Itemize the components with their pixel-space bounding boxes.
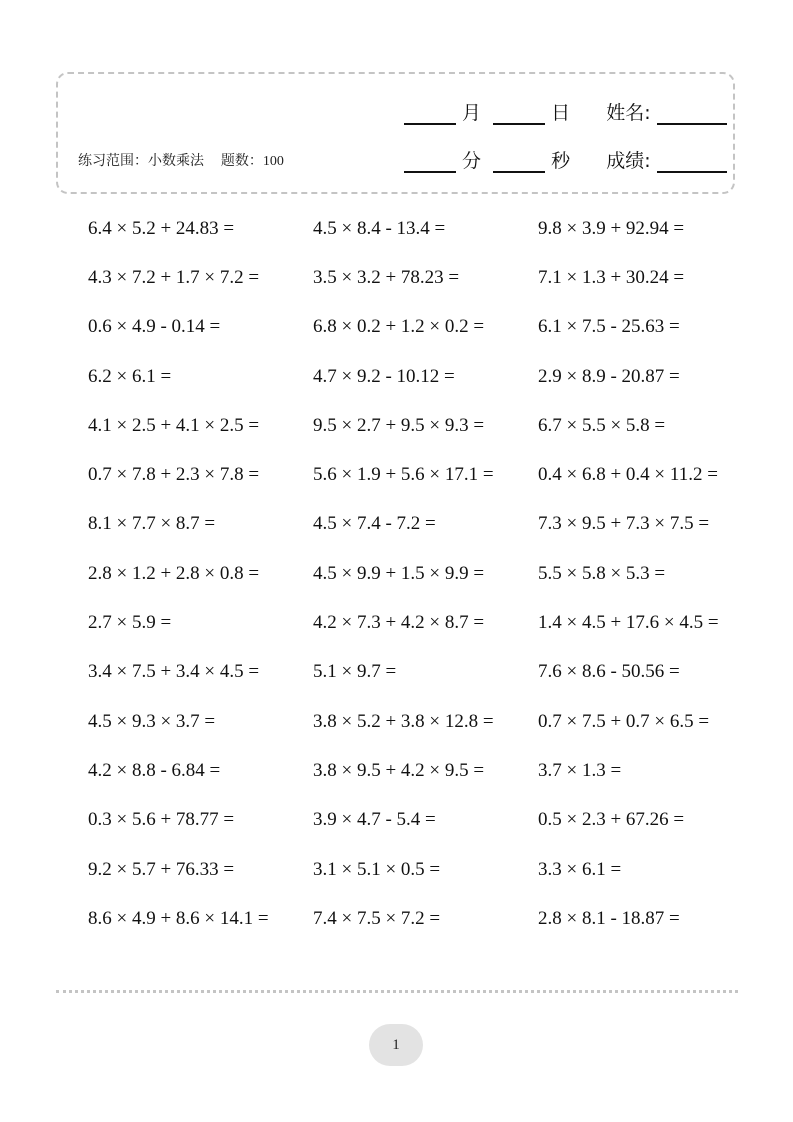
score-blank[interactable] xyxy=(657,153,727,173)
math-problem: 3.1 × 5.1 × 0.5 = xyxy=(313,858,441,880)
math-problem: 2.8 × 1.2 + 2.8 × 0.8 = xyxy=(88,562,260,584)
name-label: 姓名: xyxy=(606,102,651,124)
math-problem: 4.5 × 9.9 + 1.5 × 9.9 = xyxy=(313,562,485,584)
math-problem: 4.2 × 8.8 - 6.84 = xyxy=(88,759,221,781)
math-problem: 7.6 × 8.6 - 50.56 = xyxy=(538,661,680,683)
problem-grid xyxy=(88,204,738,943)
math-problem: 9.5 × 2.7 + 9.5 × 9.3 = xyxy=(313,414,485,436)
math-problem: 3.4 × 7.5 + 3.4 × 4.5 = xyxy=(88,661,260,683)
day-label: 日 xyxy=(551,102,571,124)
math-problem: 1.4 × 4.5 + 17.6 × 4.5 = xyxy=(538,612,719,634)
math-problem: 7.1 × 1.3 + 30.24 = xyxy=(538,266,685,288)
count-label: 题数： xyxy=(220,153,263,169)
minute-label: 分 xyxy=(462,150,482,172)
math-problem: 4.2 × 7.3 + 4.2 × 8.7 = xyxy=(313,612,485,634)
math-problem: 7.3 × 9.5 + 7.3 × 7.5 = xyxy=(538,513,710,535)
name-blank[interactable] xyxy=(657,105,727,125)
math-problem: 3.8 × 5.2 + 3.8 × 12.8 = xyxy=(313,710,494,732)
math-problem: 6.1 × 7.5 - 25.63 = xyxy=(538,316,680,338)
score-label: 成绩: xyxy=(606,150,651,172)
math-problem: 5.1 × 9.7 = xyxy=(313,661,397,683)
math-problem: 4.7 × 9.2 - 10.12 = xyxy=(313,365,455,387)
math-problem: 4.1 × 2.5 + 4.1 × 2.5 = xyxy=(88,414,260,436)
math-problem: 4.5 × 9.3 × 3.7 = xyxy=(88,710,216,732)
math-problem: 0.5 × 2.3 + 67.26 = xyxy=(538,809,685,831)
time-row xyxy=(404,146,727,173)
math-problem: 6.4 × 5.2 + 24.83 = xyxy=(88,217,235,239)
math-problem: 2.8 × 8.1 - 18.87 = xyxy=(538,907,680,929)
math-problem: 0.4 × 6.8 + 0.4 × 11.2 = xyxy=(538,464,718,486)
math-problem: 3.7 × 1.3 = xyxy=(538,759,622,781)
date-row xyxy=(404,98,727,125)
math-problem: 9.8 × 3.9 + 92.94 = xyxy=(538,217,685,239)
math-problem: 8.1 × 7.7 × 8.7 = xyxy=(88,513,216,535)
month-label: 月 xyxy=(462,102,482,124)
math-problem: 5.6 × 1.9 + 5.6 × 17.1 = xyxy=(313,464,494,486)
math-problem: 2.7 × 5.9 = xyxy=(88,612,172,634)
math-problem: 3.3 × 6.1 = xyxy=(538,858,622,880)
math-problem: 6.7 × 5.5 × 5.8 = xyxy=(538,414,666,436)
math-problem: 4.5 × 7.4 - 7.2 = xyxy=(313,513,436,535)
page-number: 1 xyxy=(392,1036,400,1053)
exercise-range xyxy=(78,150,284,170)
math-problem: 8.6 × 4.9 + 8.6 × 14.1 = xyxy=(88,907,269,929)
header-box xyxy=(56,72,735,194)
math-problem: 7.4 × 7.5 × 7.2 = xyxy=(313,907,441,929)
math-problem: 0.7 × 7.5 + 0.7 × 6.5 = xyxy=(538,710,710,732)
math-problem: 3.9 × 4.7 - 5.4 = xyxy=(313,809,436,831)
math-problem: 0.7 × 7.8 + 2.3 × 7.8 = xyxy=(88,464,260,486)
second-blank[interactable] xyxy=(493,153,545,173)
range-label: 练习范围：小数乘法 xyxy=(78,153,204,169)
math-problem: 4.3 × 7.2 + 1.7 × 7.2 = xyxy=(88,266,260,288)
count-value: 100 xyxy=(262,154,284,169)
math-problem: 3.8 × 9.5 + 4.2 × 9.5 = xyxy=(313,759,485,781)
day-blank[interactable] xyxy=(493,105,545,125)
month-blank[interactable] xyxy=(404,105,456,125)
math-problem: 9.2 × 5.7 + 76.33 = xyxy=(88,858,235,880)
math-problem: 2.9 × 8.9 - 20.87 = xyxy=(538,365,680,387)
math-problem: 0.3 × 5.6 + 78.77 = xyxy=(88,809,235,831)
math-problem: 0.6 × 4.9 - 0.14 = xyxy=(88,316,221,338)
math-problem: 4.5 × 8.4 - 13.4 = xyxy=(313,217,446,239)
math-problem: 5.5 × 5.8 × 5.3 = xyxy=(538,562,666,584)
second-label: 秒 xyxy=(551,150,571,172)
math-problem: 6.2 × 6.1 = xyxy=(88,365,172,387)
math-problem: 3.5 × 3.2 + 78.23 = xyxy=(313,266,460,288)
minute-blank[interactable] xyxy=(404,153,456,173)
page-number-badge xyxy=(369,1024,423,1066)
math-problem: 6.8 × 0.2 + 1.2 × 0.2 = xyxy=(313,316,485,338)
divider xyxy=(56,990,738,993)
